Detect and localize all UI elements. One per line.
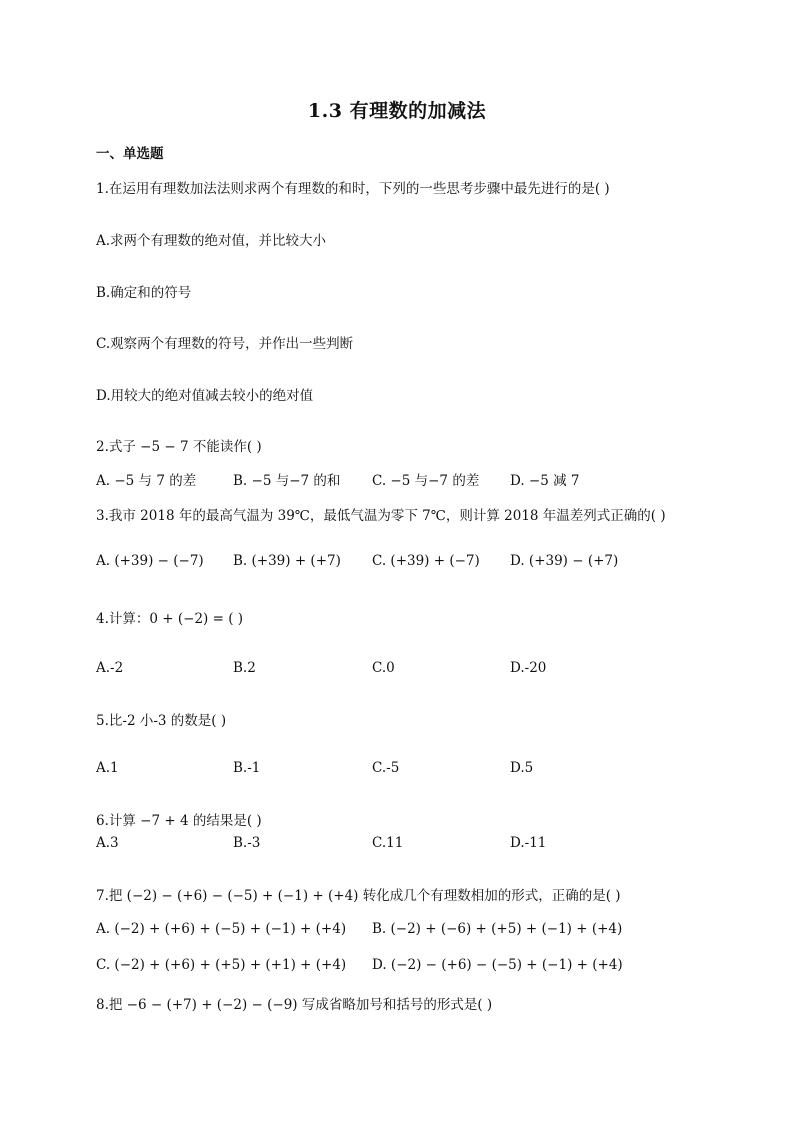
question-5-option-d: D.5 bbox=[510, 760, 534, 776]
question-6-option-c: C.11 bbox=[372, 835, 404, 851]
question-2-option-c: C. −5 与−7 的差 bbox=[372, 473, 480, 489]
question-4-option-c: C.0 bbox=[372, 660, 395, 676]
question-1-stem: 1.在运用有理数加法法则求两个有理数的和时，下列的一些思考步骤中最先进行的是( ) bbox=[96, 181, 610, 197]
question-1-option-d: D.用较大的绝对值减去较小的绝对值 bbox=[96, 388, 314, 404]
question-3-option-c: C. (+39) + (−7) bbox=[372, 553, 480, 569]
question-3-option-a: A. (+39) − (−7) bbox=[96, 553, 204, 569]
question-8-stem: 8.把 −6 − (+7) + (−2) − (−9) 写成省略加号和括号的形式是( ) bbox=[96, 997, 493, 1013]
question-3-option-b: B. (+39) + (+7) bbox=[233, 553, 341, 569]
question-3-stem: 3.我市 2018 年的最高气温为 39℃，最低气温为零下 7℃，则计算 2018 年温差列式正确的( ) bbox=[96, 508, 666, 524]
question-5-option-c: C.-5 bbox=[372, 760, 400, 776]
question-5-option-b: B.-1 bbox=[233, 760, 261, 776]
question-3-option-d: D. (+39) − (+7) bbox=[510, 553, 619, 569]
question-5-option-a: A.1 bbox=[96, 760, 119, 776]
document-title: 1.3 有理数的加减法 bbox=[307, 100, 487, 122]
question-2-option-d: D. −5 减 7 bbox=[510, 473, 580, 489]
question-6-option-a: A.3 bbox=[96, 835, 119, 851]
question-1-option-c: C.观察两个有理数的符号，并作出一些判断 bbox=[96, 336, 354, 352]
question-1-option-b: B.确定和的符号 bbox=[96, 285, 192, 301]
question-6-stem: 6.计算 −7 + 4 的结果是( ) bbox=[96, 813, 262, 829]
question-7-stem: 7.把 (−2) − (+6) − (−5) + (−1) + (+4) 转化成几个有理数相加的形式，正确的是( ) bbox=[96, 888, 621, 904]
section-heading: 一、单选题 bbox=[96, 146, 164, 162]
question-4-option-b: B.2 bbox=[233, 660, 256, 676]
question-6-option-d: D.-11 bbox=[510, 835, 547, 851]
question-1-option-a: A.求两个有理数的绝对值，并比较大小 bbox=[96, 233, 327, 249]
question-4-option-a: A.-2 bbox=[96, 660, 124, 676]
question-2-stem: 2.式子 −5 − 7 不能读作( ) bbox=[96, 439, 262, 455]
question-4-option-d: D.-20 bbox=[510, 660, 547, 676]
question-5-stem: 5.比-2 小-3 的数是( ) bbox=[96, 713, 227, 729]
question-7-option-a: A. (−2) + (+6) + (−5) + (−1) + (+4) bbox=[96, 921, 347, 937]
question-7-option-d: D. (−2) − (+6) − (−5) + (−1) + (+4) bbox=[372, 957, 623, 973]
question-6-option-b: B.-3 bbox=[233, 835, 261, 851]
question-2-option-b: B. −5 与−7 的和 bbox=[233, 473, 341, 489]
question-7-option-b: B. (−2) + (−6) + (+5) + (−1) + (+4) bbox=[372, 921, 623, 937]
question-2-option-a: A. −5 与 7 的差 bbox=[96, 473, 197, 489]
question-4-stem: 4.计算：0 + (−2) = ( ) bbox=[96, 611, 244, 627]
question-7-option-c: C. (−2) + (+6) + (+5) + (+1) + (+4) bbox=[96, 957, 347, 973]
